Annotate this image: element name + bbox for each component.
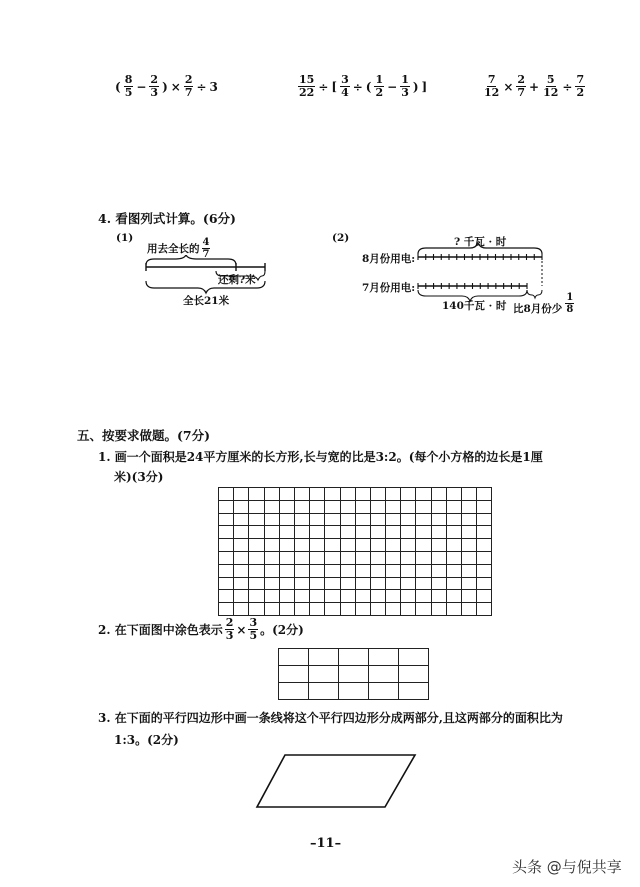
grid-cell[interactable]	[386, 564, 401, 577]
grid-cell[interactable]	[249, 500, 264, 513]
grid-cell[interactable]	[325, 513, 340, 526]
grid-cell[interactable]	[339, 683, 369, 700]
grid-cell[interactable]	[234, 590, 249, 603]
grid-cell[interactable]	[279, 577, 294, 590]
grid-cell[interactable]	[386, 577, 401, 590]
grid-cell[interactable]	[234, 564, 249, 577]
grid-cell[interactable]	[234, 551, 249, 564]
grid-cell[interactable]	[264, 500, 279, 513]
grid-cell[interactable]	[477, 488, 492, 501]
grid-cell[interactable]	[446, 500, 461, 513]
grid-cell[interactable]	[416, 488, 431, 501]
grid-cell[interactable]	[370, 500, 385, 513]
top-label: ? 千瓦 · 时	[454, 236, 507, 248]
grid-cell[interactable]	[370, 603, 385, 616]
grid-cell[interactable]	[219, 500, 234, 513]
grid-cell[interactable]	[401, 603, 416, 616]
grid-cell[interactable]	[310, 577, 325, 590]
grid-cell[interactable]	[401, 590, 416, 603]
grid-cell[interactable]	[401, 577, 416, 590]
grid-cell[interactable]	[431, 526, 446, 539]
grid-cell[interactable]	[369, 683, 399, 700]
grid-cell[interactable]	[446, 603, 461, 616]
grid-cell[interactable]	[399, 649, 429, 666]
grid-cell[interactable]	[477, 603, 492, 616]
square-grid-1[interactable]	[218, 487, 492, 616]
q4-part1-number: (1)	[116, 232, 134, 244]
grid-cell[interactable]	[264, 603, 279, 616]
grid-cell[interactable]	[264, 590, 279, 603]
grid-cell[interactable]	[294, 500, 309, 513]
grid-cell[interactable]	[401, 564, 416, 577]
grid-cell[interactable]	[234, 526, 249, 539]
grid-cell[interactable]	[309, 683, 339, 700]
grid-cell[interactable]	[340, 590, 355, 603]
grid-cell[interactable]	[249, 577, 264, 590]
grid-cell[interactable]	[446, 526, 461, 539]
grid-cell[interactable]	[264, 564, 279, 577]
grid-cell[interactable]	[355, 488, 370, 501]
grid-cell[interactable]	[462, 513, 477, 526]
grid-cell[interactable]	[416, 590, 431, 603]
grid-cell[interactable]	[370, 513, 385, 526]
q1-line1: 1. 画一个面积是24平方厘米的长方形,长与宽的比是3:2。(每个小方格的边长是1厘	[98, 450, 543, 464]
grid-cell[interactable]	[401, 526, 416, 539]
grid-cell[interactable]	[431, 551, 446, 564]
grid-cell[interactable]	[249, 564, 264, 577]
grid-cell[interactable]	[355, 564, 370, 577]
grid-cell[interactable]	[462, 577, 477, 590]
grid-cell[interactable]	[294, 551, 309, 564]
grid-cell[interactable]	[462, 603, 477, 616]
grid-cell[interactable]	[370, 577, 385, 590]
grid-cell[interactable]	[325, 603, 340, 616]
grid-cell[interactable]	[355, 526, 370, 539]
grid-cell[interactable]	[369, 666, 399, 683]
expression-1: ( $\frac{8}{5}$ − $\frac{2}{3}$ ) × $\frac{2}{7}$ ÷ 3	[115, 73, 218, 99]
grid-cell[interactable]	[462, 500, 477, 513]
grid-cell[interactable]	[416, 539, 431, 552]
grid-cell[interactable]	[431, 577, 446, 590]
grid-cell[interactable]	[386, 488, 401, 501]
grid-cell[interactable]	[219, 488, 234, 501]
grid-cell[interactable]	[294, 603, 309, 616]
grid-cell[interactable]	[279, 603, 294, 616]
grid-cell[interactable]	[386, 526, 401, 539]
grid-cell[interactable]	[264, 551, 279, 564]
grid-cell[interactable]	[249, 590, 264, 603]
q2-text: 2. 在下面图中涂色表示 $\frac{2}{3}$ × $\frac{3}{5}$ 。(2分)	[98, 616, 304, 642]
grid-cell[interactable]	[249, 539, 264, 552]
grid-cell[interactable]	[355, 513, 370, 526]
grid-cell[interactable]	[431, 539, 446, 552]
august-label: 8月份用电:	[362, 253, 416, 265]
grid-cell[interactable]	[310, 603, 325, 616]
grid-cell[interactable]	[279, 683, 309, 700]
grid-cell[interactable]	[325, 526, 340, 539]
grid-cell[interactable]	[370, 590, 385, 603]
grid-cell[interactable]	[477, 564, 492, 577]
grid-cell[interactable]	[279, 488, 294, 501]
grid-cell[interactable]	[279, 649, 309, 666]
grid-cell[interactable]	[477, 577, 492, 590]
grid-cell[interactable]	[310, 526, 325, 539]
grid-cell[interactable]	[431, 500, 446, 513]
grid-cell[interactable]	[355, 500, 370, 513]
grid-cell[interactable]	[401, 539, 416, 552]
grid-cell[interactable]	[249, 551, 264, 564]
q3-line2: 1:3。(2分)	[114, 733, 179, 747]
grid-cell[interactable]	[234, 539, 249, 552]
q4-part2-number: (2)	[332, 232, 350, 244]
grid-cell[interactable]	[340, 603, 355, 616]
grid-cell[interactable]	[431, 590, 446, 603]
grid-cell[interactable]	[477, 590, 492, 603]
grid-cell[interactable]	[355, 551, 370, 564]
grid-cell[interactable]	[386, 500, 401, 513]
grid-cell[interactable]	[401, 488, 416, 501]
grid-cell[interactable]	[431, 488, 446, 501]
grid-cell[interactable]	[477, 513, 492, 526]
grid-cell[interactable]	[355, 603, 370, 616]
grid-cell[interactable]	[325, 500, 340, 513]
grid-cell[interactable]	[264, 513, 279, 526]
grid-cell[interactable]	[219, 590, 234, 603]
grid-cell[interactable]	[219, 539, 234, 552]
grid-cell[interactable]	[416, 564, 431, 577]
grid-cell[interactable]	[264, 539, 279, 552]
grid-cell[interactable]	[294, 590, 309, 603]
grid-cell[interactable]	[310, 564, 325, 577]
grid-cell[interactable]	[249, 526, 264, 539]
grid-cell[interactable]	[294, 577, 309, 590]
grid-cell[interactable]	[416, 513, 431, 526]
grid-cell[interactable]	[399, 666, 429, 683]
grid-cell[interactable]	[310, 590, 325, 603]
grid-cell[interactable]	[310, 551, 325, 564]
grid-cell[interactable]	[325, 577, 340, 590]
grid-cell[interactable]	[416, 500, 431, 513]
grid-cell[interactable]	[340, 526, 355, 539]
grid-cell[interactable]	[294, 488, 309, 501]
grid-cell[interactable]	[234, 488, 249, 501]
section-5-heading: 五、按要求做题。(7分)	[77, 428, 211, 443]
grid-cell[interactable]	[219, 577, 234, 590]
grid-cell[interactable]	[340, 513, 355, 526]
grid-cell[interactable]	[339, 649, 369, 666]
grid-cell[interactable]	[249, 488, 264, 501]
grid-cell[interactable]	[446, 513, 461, 526]
shading-grid-2[interactable]	[278, 648, 429, 700]
grid-cell[interactable]	[340, 564, 355, 577]
grid-cell[interactable]	[340, 488, 355, 501]
grid-cell[interactable]	[431, 513, 446, 526]
grid-cell[interactable]	[477, 526, 492, 539]
grid-cell[interactable]	[446, 488, 461, 501]
grid-cell[interactable]	[234, 500, 249, 513]
grid-cell[interactable]	[446, 564, 461, 577]
grid-cell[interactable]	[340, 500, 355, 513]
grid-cell[interactable]	[219, 551, 234, 564]
grid-cell[interactable]	[309, 649, 339, 666]
grid-cell[interactable]	[431, 564, 446, 577]
grid-cell[interactable]	[279, 551, 294, 564]
grid-cell[interactable]	[416, 526, 431, 539]
q4-title: 4. 看图列式计算。(6分)	[98, 211, 236, 226]
grid-cell[interactable]	[234, 603, 249, 616]
grid-cell[interactable]	[264, 577, 279, 590]
grid-cell[interactable]	[462, 551, 477, 564]
grid-cell[interactable]	[340, 551, 355, 564]
grid-cell[interactable]	[446, 539, 461, 552]
grid-cell[interactable]	[355, 577, 370, 590]
grid-cell[interactable]	[264, 526, 279, 539]
grid-cell[interactable]	[370, 551, 385, 564]
grid-cell[interactable]	[355, 539, 370, 552]
grid-cell[interactable]	[279, 666, 309, 683]
grid-cell[interactable]	[416, 577, 431, 590]
grid-cell[interactable]	[386, 513, 401, 526]
grid-cell[interactable]	[279, 590, 294, 603]
grid-cell[interactable]	[370, 488, 385, 501]
grid-cell[interactable]	[386, 539, 401, 552]
grid-cell[interactable]	[325, 551, 340, 564]
expression-2: $\frac{15}{22}$ ÷ [ $\frac{3}{4}$ ÷ ( $\frac{1}{2}$ − $\frac{1}{3}$ ) ]	[299, 73, 428, 99]
grid-cell[interactable]	[446, 577, 461, 590]
q3-line1: 3. 在下面的平行四边形中画一条线将这个平行四边形分成两部分,且这两部分的面积比为	[98, 711, 563, 725]
grid-cell[interactable]	[462, 526, 477, 539]
grid-cell[interactable]	[264, 488, 279, 501]
grid-cell[interactable]	[446, 551, 461, 564]
grid-cell[interactable]	[310, 488, 325, 501]
grid-cell[interactable]	[339, 666, 369, 683]
grid-cell[interactable]	[386, 590, 401, 603]
grid-cell[interactable]	[249, 603, 264, 616]
grid-cell[interactable]	[477, 551, 492, 564]
grid-cell[interactable]	[234, 577, 249, 590]
grid-cell[interactable]	[401, 500, 416, 513]
grid-cell[interactable]	[386, 551, 401, 564]
less-label: 比8月份少 $\frac{1}{8}$	[513, 292, 574, 315]
grid-cell[interactable]	[401, 551, 416, 564]
grid-cell[interactable]	[369, 649, 399, 666]
total-label: 全长21米	[183, 295, 230, 307]
grid-cell[interactable]	[249, 513, 264, 526]
q1-line2: 米)(3分)	[114, 470, 164, 484]
page-number: –11–	[310, 836, 342, 851]
grid-cell[interactable]	[219, 564, 234, 577]
grid-cell[interactable]	[294, 564, 309, 577]
grid-cell[interactable]	[325, 590, 340, 603]
used-label: 用去全长的 $\frac{4}{7}$	[147, 237, 210, 260]
grid-cell[interactable]	[310, 500, 325, 513]
grid-cell[interactable]	[279, 539, 294, 552]
grid-cell[interactable]	[416, 551, 431, 564]
grid-cell[interactable]	[477, 539, 492, 552]
grid-cell[interactable]	[219, 603, 234, 616]
grid-cell[interactable]	[370, 539, 385, 552]
grid-cell[interactable]	[477, 500, 492, 513]
grid-cell[interactable]	[386, 603, 401, 616]
grid-cell[interactable]	[462, 488, 477, 501]
grid-cell[interactable]	[462, 590, 477, 603]
grid-cell[interactable]	[340, 577, 355, 590]
grid-cell[interactable]	[294, 526, 309, 539]
watermark: 头条 @与倪共享	[512, 858, 622, 876]
grid-cell[interactable]	[325, 564, 340, 577]
grid-cell[interactable]	[234, 513, 249, 526]
grid-cell[interactable]	[279, 526, 294, 539]
remain-label: 还剩?米	[218, 274, 256, 286]
grid-cell[interactable]	[294, 513, 309, 526]
grid-cell[interactable]	[219, 513, 234, 526]
grid-cell[interactable]	[462, 539, 477, 552]
grid-cell[interactable]	[401, 513, 416, 526]
grid-cell[interactable]	[279, 564, 294, 577]
grid-cell[interactable]	[325, 539, 340, 552]
grid-cell[interactable]	[462, 564, 477, 577]
parallelogram[interactable]	[255, 752, 420, 812]
july-value-label: 140千瓦 · 时	[442, 300, 507, 312]
grid-cell[interactable]	[325, 488, 340, 501]
grid-cell[interactable]	[310, 539, 325, 552]
grid-cell[interactable]	[279, 500, 294, 513]
grid-cell[interactable]	[355, 590, 370, 603]
grid-cell[interactable]	[340, 539, 355, 552]
grid-cell[interactable]	[370, 526, 385, 539]
grid-cell[interactable]	[431, 603, 446, 616]
grid-cell[interactable]	[309, 666, 339, 683]
grid-cell[interactable]	[310, 513, 325, 526]
grid-cell[interactable]	[219, 526, 234, 539]
july-label: 7月份用电:	[362, 282, 416, 294]
expression-3: $\frac{7}{12}$ × $\frac{2}{7}$ + $\frac{5}{12}$ ÷ $\frac{7}{2}$	[484, 73, 585, 99]
grid-cell[interactable]	[416, 603, 431, 616]
grid-cell[interactable]	[399, 683, 429, 700]
grid-cell[interactable]	[279, 513, 294, 526]
grid-cell[interactable]	[446, 590, 461, 603]
grid-cell[interactable]	[294, 539, 309, 552]
grid-cell[interactable]	[370, 564, 385, 577]
